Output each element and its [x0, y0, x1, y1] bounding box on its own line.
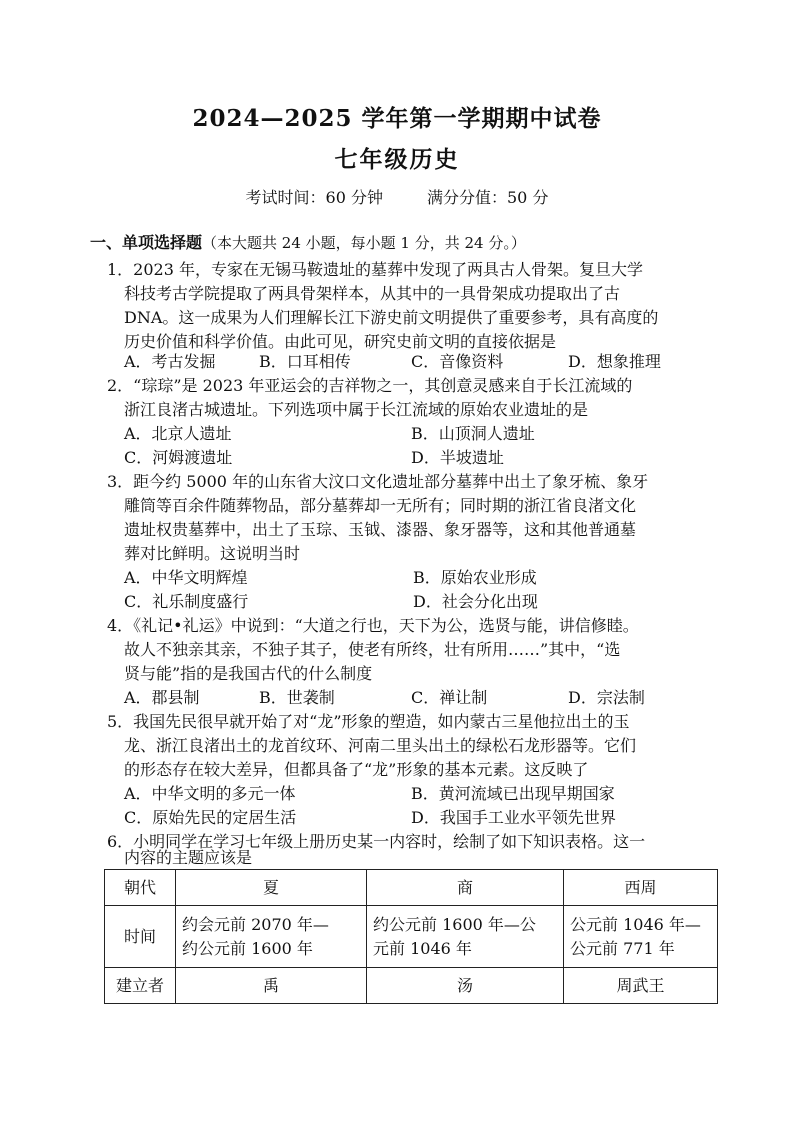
exam-time: 考试时间：60 分钟 — [245, 188, 383, 207]
exam-title: 2024—2025 学年第一学期期中试卷 — [192, 105, 602, 132]
exam-subject: 七年级历史 — [334, 146, 460, 173]
table-cell: 周武王 — [564, 968, 718, 1004]
table-cell-line: 约公元前 1600 年—公 — [373, 914, 536, 934]
table-header-row — [105, 870, 718, 906]
q3-option-c[interactable]: C．礼乐制度盛行 — [124, 592, 249, 611]
q3-line-2: 雕筒等百余件随葬物品，部分墓葬却一无所有；同时期的浙江省良渚文化 — [124, 496, 637, 515]
table-header-cell: 商 — [367, 870, 564, 906]
table-cell-line: 公元前 771 年 — [570, 938, 675, 958]
table-header-cell: 朝代 — [105, 870, 176, 906]
q1-option-b[interactable]: B．口耳相传 — [259, 352, 351, 371]
table-cell-line: 公元前 1046 年— — [570, 914, 701, 934]
q4-option-a[interactable]: A．郡县制 — [124, 688, 200, 707]
q6-line-1: 6．小明同学在学习七年级上册历史某一内容时，绘制了如下知识表格。这一 — [107, 832, 646, 851]
table-cell-line: 约会元前 2070 年— — [182, 914, 329, 934]
q3-line-4: 葬对比鲜明。这说明当时 — [124, 544, 301, 563]
section-note: （本大题共 24 小题，每小题 1 分，共 24 分。） — [202, 234, 526, 252]
q2-option-a[interactable]: A．北京人遗址 — [124, 424, 232, 443]
table-row — [105, 906, 718, 968]
q2-option-d[interactable]: D．半坡遗址 — [411, 448, 504, 467]
q1-option-a[interactable]: A．考古发掘 — [124, 352, 216, 371]
q1-line-2: 科技考古学院提取了两具骨架样本，从其中的一具骨架成功提取出了古 — [124, 284, 621, 303]
q6-line-2: 内容的主题应该是 — [124, 848, 253, 867]
q1-line-4: 历史价值和科学价值。由此可见，研究史前文明的直接依据是 — [124, 332, 557, 351]
q3-option-b[interactable]: B．原始农业形成 — [413, 568, 537, 587]
q2-option-c[interactable]: C．河姆渡遗址 — [124, 448, 233, 467]
q1-option-c[interactable]: C．音像资料 — [411, 352, 504, 371]
q2-line-1: 2．“琮琮”是 2023 年亚运会的吉祥物之一，其创意灵感来自于长江流域的 — [107, 376, 633, 395]
q4-line-1: 4．《礼记•礼运》中说到：“大道之行也，天下为公，选贤与能，讲信修睦。 — [107, 616, 639, 635]
q2-option-b[interactable]: B．山顶洞人遗址 — [411, 424, 535, 443]
table-cell: 汤 — [367, 968, 564, 1004]
q3-line-1: 3．距今约 5000 年的山东省大汶口文化遗址部分墓葬中出土了象牙梳、象牙 — [107, 472, 649, 491]
table-cell — [564, 906, 718, 968]
table-cell — [367, 906, 564, 968]
q4-option-c[interactable]: C．禅让制 — [411, 688, 488, 707]
table-header-cell: 夏 — [176, 870, 367, 906]
q3-line-3: 遗址权贵墓葬中，出土了玉琮、玉钺、漆器、象牙器等，这和其他普通墓 — [124, 520, 637, 539]
q5-option-d[interactable]: D．我国手工业水平领先世界 — [411, 808, 616, 827]
table-cell — [176, 906, 367, 968]
table-cell-line: 元前 1046 年 — [373, 938, 472, 958]
q4-option-d[interactable]: D．宗法制 — [568, 688, 645, 707]
q3-option-d[interactable]: D．社会分化出现 — [413, 592, 538, 611]
section-heading — [90, 231, 526, 255]
table-cell-line: 约公元前 1600 年 — [182, 938, 313, 958]
section-title: 一、单项选择题 — [90, 233, 203, 252]
exam-meta — [0, 185, 794, 208]
q4-line-2: 故人不独亲其亲，不独子其子，使老有所终，壮有所用……”其中，“选 — [124, 640, 621, 659]
table-row-label: 建立者 — [105, 968, 176, 1004]
q5-option-b[interactable]: B．黄河流域已出现早期国家 — [411, 784, 615, 803]
q4-option-b[interactable]: B．世袭制 — [259, 688, 335, 707]
table-cell: 禹 — [176, 968, 367, 1004]
q4-line-3: 贤与能”指的是我国古代的什么制度 — [124, 664, 373, 683]
table-row-label: 时间 — [105, 906, 176, 968]
q5-option-c[interactable]: C．原始先民的定居生活 — [124, 808, 297, 827]
q5-line-3: 的形态存在较大差异，但都具备了“龙”形象的基本元素。这反映了 — [124, 760, 589, 779]
dynasty-table — [104, 869, 718, 1004]
q1-option-d[interactable]: D．想象推理 — [568, 352, 661, 371]
table-header-cell: 西周 — [564, 870, 718, 906]
q5-line-1: 5．我国先民很早就开始了对“龙”形象的塑造，如内蒙古三星他拉出土的玉 — [107, 712, 630, 731]
q2-line-2: 浙江良渚古城遗址。下列选项中属于长江流域的原始农业遗址的是 — [124, 400, 589, 419]
q5-option-a[interactable]: A．中华文明的多元一体 — [124, 784, 296, 803]
q5-line-2: 龙、浙江良渚出土的龙首纹环、河南二里头出土的绿松石龙形器等。它们 — [124, 736, 637, 755]
table-row — [105, 968, 718, 1004]
full-score: 满分分值：50 分 — [427, 188, 549, 207]
q1-line-1: 1．2023 年，专家在无锡马鞍遗址的墓葬中发现了两具古人骨架。复旦大学 — [107, 260, 643, 279]
q1-line-3: DNA。这一成果为人们理解长江下游史前文明提供了重要参考，具有高度的 — [124, 308, 659, 327]
q3-option-a[interactable]: A．中华文明辉煌 — [124, 568, 248, 587]
